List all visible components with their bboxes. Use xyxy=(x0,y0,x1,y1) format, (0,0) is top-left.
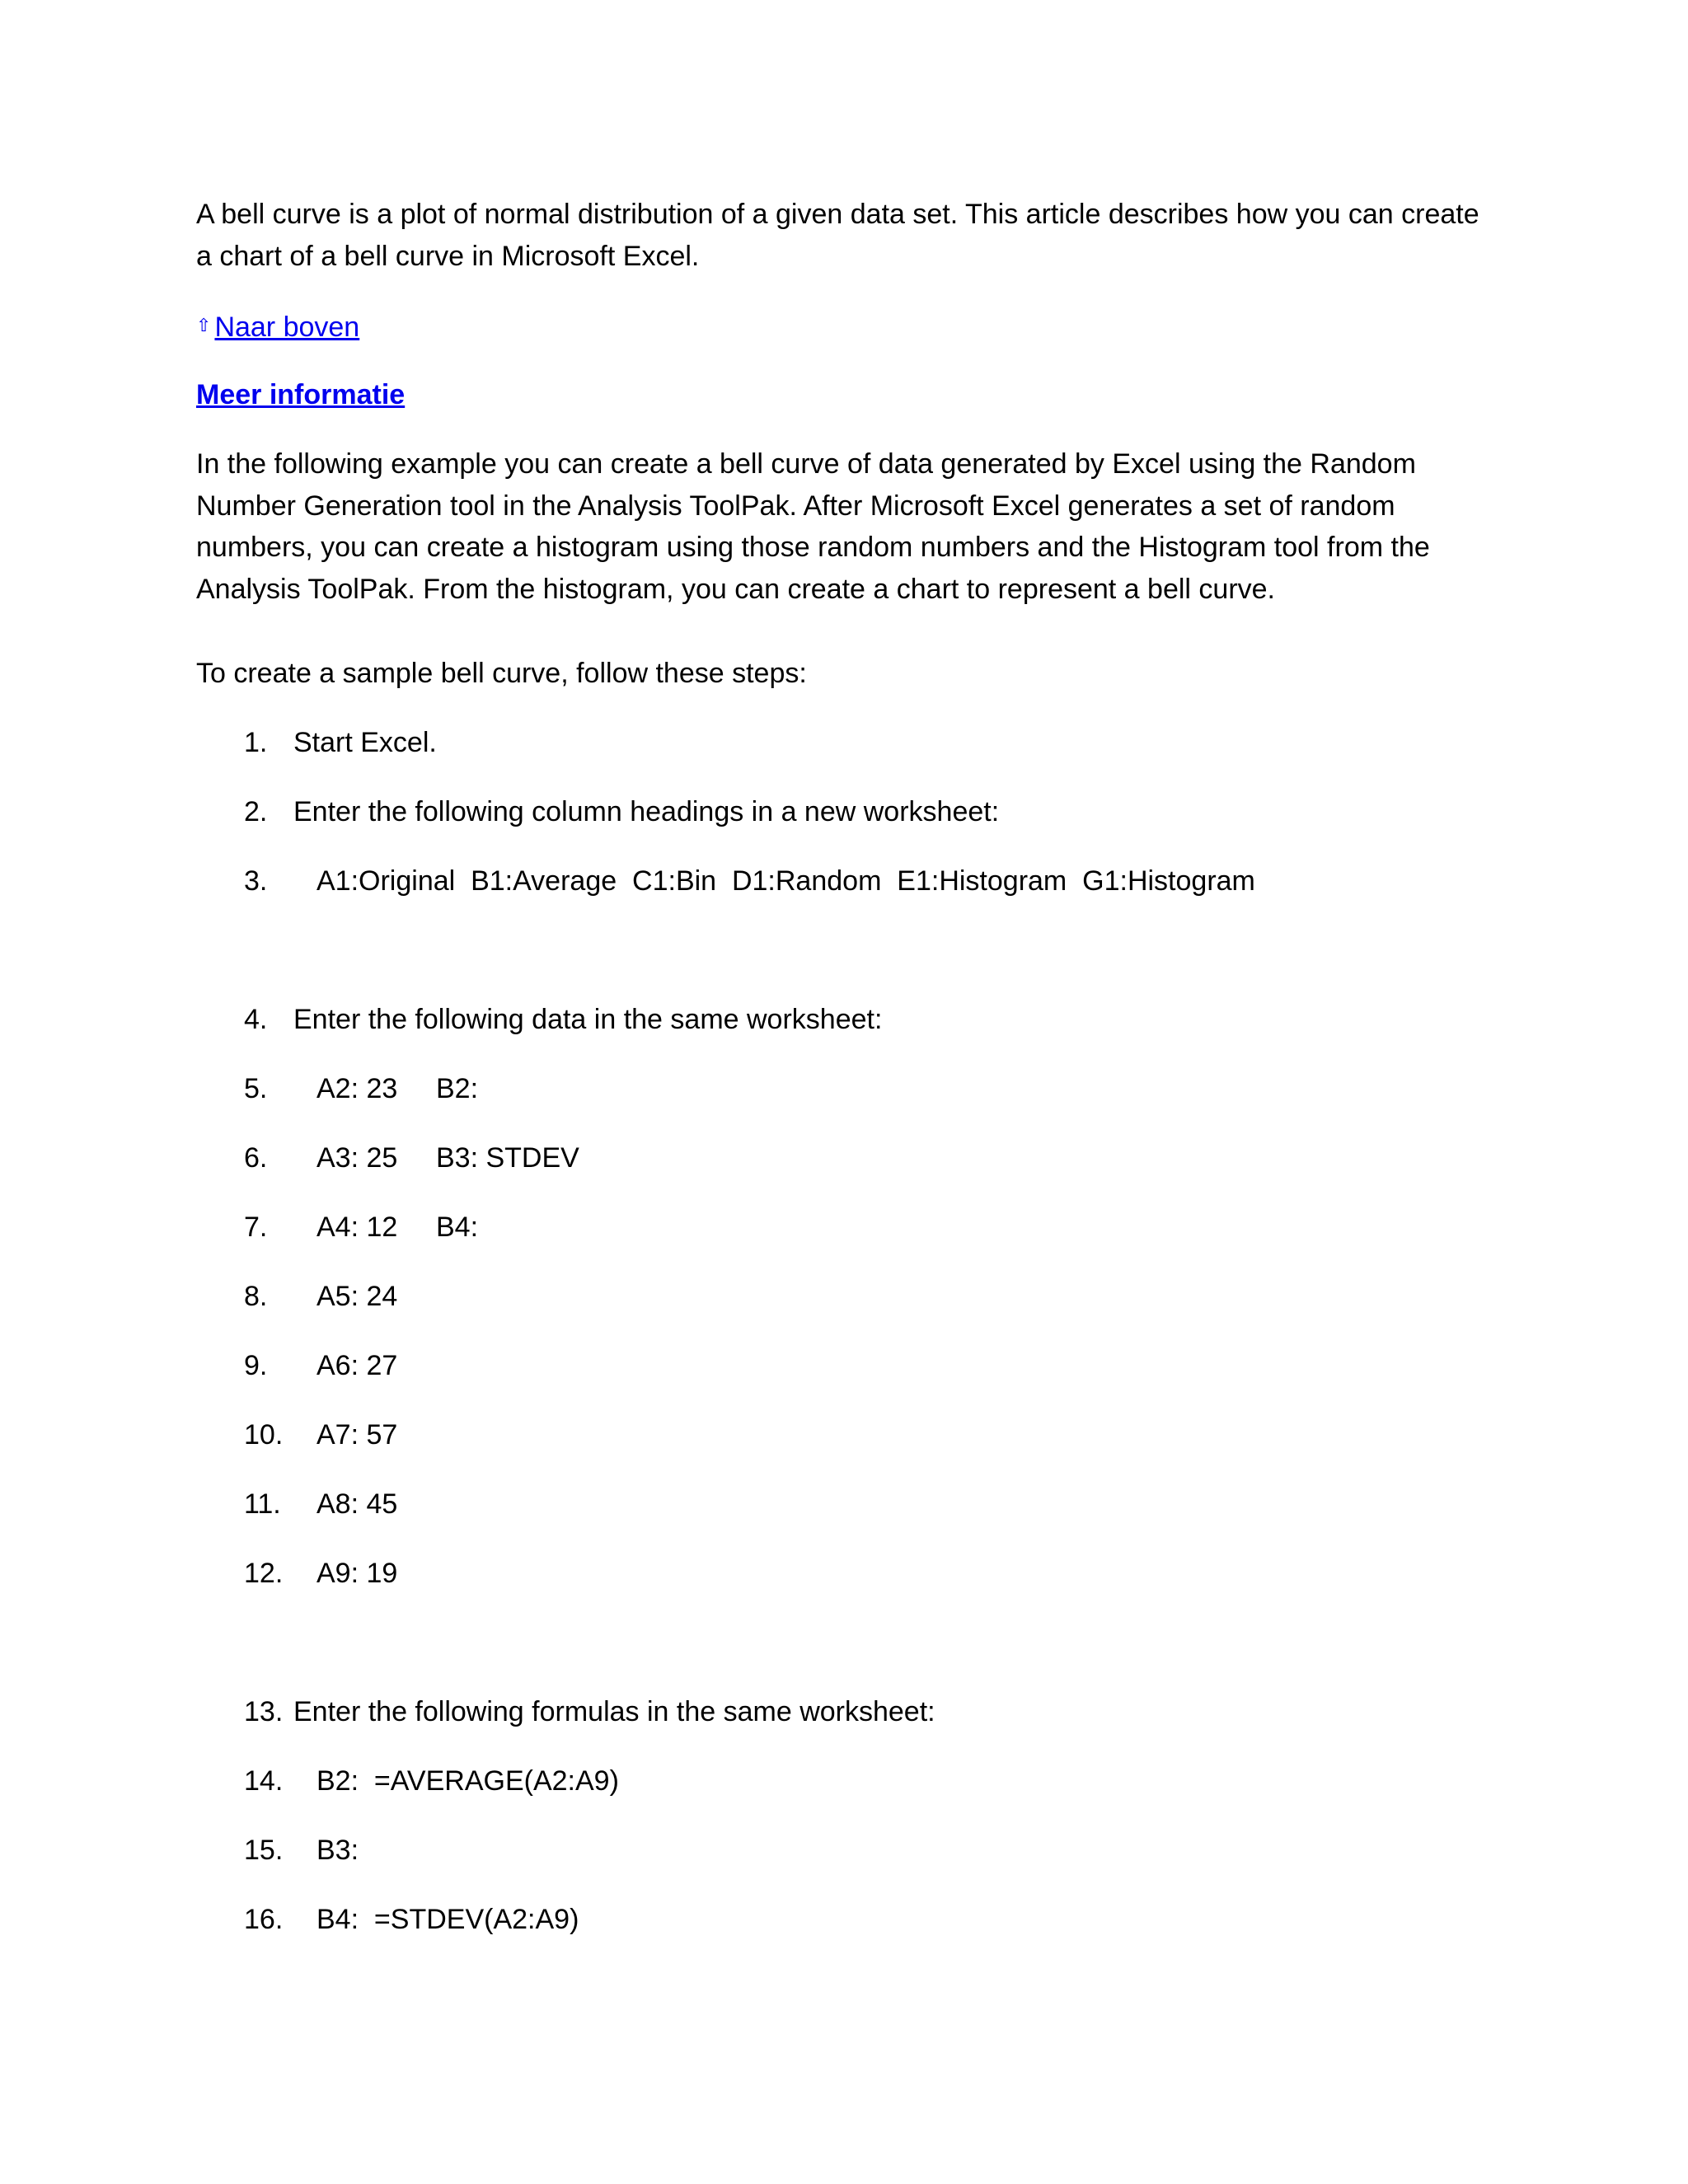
cell-b: B3: STDEV xyxy=(436,1142,579,1174)
list-item xyxy=(244,1207,478,1248)
list-number: 12. xyxy=(244,1558,284,1589)
list-number: 15. xyxy=(244,1835,284,1866)
list-item xyxy=(244,791,999,832)
list-item xyxy=(244,1899,579,1940)
list-text: B4: =STDEV(A2:A9) xyxy=(316,1904,579,1935)
list-number: 1. xyxy=(244,727,268,758)
cell-b: B2: xyxy=(436,1073,479,1104)
list-item xyxy=(244,1483,436,1525)
arrow-up-icon: ⇧ xyxy=(196,315,212,335)
cell-a: A3: 25 xyxy=(316,1142,398,1174)
cell-a: A4: 12 xyxy=(316,1212,398,1243)
back-to-top-label: Naar boven xyxy=(214,312,360,343)
section-heading-label: Meer informatie xyxy=(196,379,406,410)
list-text: B2: =AVERAGE(A2:A9) xyxy=(316,1765,619,1797)
list-text: Enter the following formulas in the same worksheet: xyxy=(293,1696,935,1727)
list-number: 8. xyxy=(244,1281,268,1312)
list-item xyxy=(244,1553,436,1594)
section-heading[interactable] xyxy=(196,374,405,415)
list-text: Enter the following data in the same worksheet: xyxy=(293,1004,883,1035)
steps-intro: To create a sample bell curve, follow these steps: xyxy=(196,658,807,689)
list-item xyxy=(244,999,882,1040)
cell-a: A2: 23 xyxy=(316,1073,398,1104)
cell-a: A5: 24 xyxy=(316,1281,398,1312)
list-text: Start Excel. xyxy=(293,727,437,758)
cell-b: B4: xyxy=(436,1212,479,1243)
list-number: 11. xyxy=(244,1488,281,1520)
list-text: B3: xyxy=(316,1835,359,1866)
body-line-1: In the following example you can create a bell curve of data generated by Excel using the Random xyxy=(196,448,1416,480)
cell-a: A6: 27 xyxy=(316,1350,398,1381)
list-item xyxy=(244,1345,436,1386)
cell-a: A8: 45 xyxy=(316,1488,398,1520)
list-item xyxy=(244,1137,579,1179)
list-item xyxy=(244,860,1255,902)
list-number: 14. xyxy=(244,1765,284,1797)
list-text: A1:Original B1:Average C1:Bin D1:Random E1:Histogram G1:Histogram xyxy=(316,865,1255,897)
list-item xyxy=(244,1760,619,1802)
cell-a: A7: 57 xyxy=(316,1419,398,1451)
list-number: 4. xyxy=(244,1004,268,1035)
list-number: 2. xyxy=(244,796,268,827)
list-item xyxy=(244,1414,436,1455)
cell-a: A9: 19 xyxy=(316,1558,398,1589)
list-number: 3. xyxy=(244,865,268,897)
list-number: 10. xyxy=(244,1419,284,1451)
list-number: 16. xyxy=(244,1904,284,1935)
intro-line-1: A bell curve is a plot of normal distribution of a given data set. This article describes how you can create xyxy=(196,199,1479,230)
list-number: 5. xyxy=(244,1073,268,1104)
list-item xyxy=(244,1068,478,1109)
list-number: 9. xyxy=(244,1350,268,1381)
back-to-top-link[interactable] xyxy=(196,305,359,348)
list-number: 6. xyxy=(244,1142,268,1174)
list-number: 13. xyxy=(244,1696,284,1727)
list-item xyxy=(244,1691,935,1732)
list-number: 7. xyxy=(244,1212,268,1243)
body-line-3: numbers, you can create a histogram using those random numbers and the Histogram tool from the xyxy=(196,532,1430,563)
body-line-4: Analysis ToolPak. From the histogram, you can create a chart to represent a bell curve. xyxy=(196,574,1275,605)
list-item xyxy=(244,1276,436,1317)
intro-line-2: a chart of a bell curve in Microsoft Excel. xyxy=(196,241,700,272)
list-item xyxy=(244,1830,359,1871)
body-line-2: Number Generation tool in the Analysis ToolPak. After Microsoft Excel generates a set of random xyxy=(196,490,1395,522)
list-text: Enter the following column headings in a new worksheet: xyxy=(293,796,1000,827)
list-item xyxy=(244,722,437,763)
